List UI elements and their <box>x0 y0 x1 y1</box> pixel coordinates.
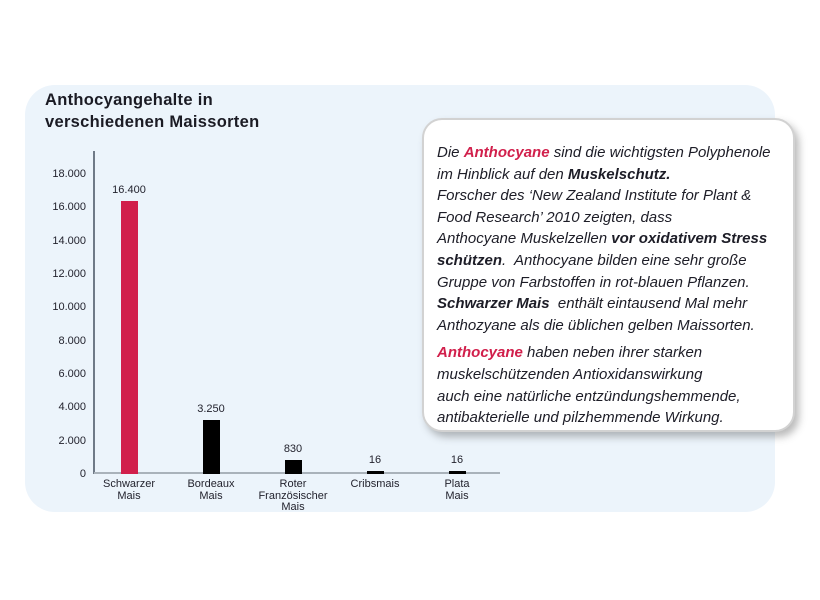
bar <box>121 201 138 474</box>
info-text: Anthocyane Muskelzellen <box>437 230 612 248</box>
info-bold-text: vor oxidativem Stress <box>611 230 768 248</box>
y-tick-label: 8.000 <box>58 334 86 347</box>
info-card <box>422 118 795 432</box>
bar <box>367 471 384 474</box>
y-tick-label: 6.000 <box>58 368 86 380</box>
info-line <box>437 272 783 294</box>
info-line <box>437 228 783 250</box>
bar-value-label: 830 <box>283 443 303 456</box>
info-paragraph <box>437 142 783 336</box>
y-tick-label: 16.000 <box>52 201 86 214</box>
info-text: antibakterielle und pilzhemmende Wirkung. <box>437 409 724 427</box>
y-axis-line <box>93 151 95 474</box>
y-tick-label: 12.000 <box>52 268 86 280</box>
bar-category-label: Cribsmais <box>350 478 400 490</box>
info-text: Forscher des ‘New Zealand Institute for Plant & <box>437 187 752 205</box>
info-line <box>437 386 783 408</box>
info-line <box>437 407 783 429</box>
info-line <box>437 293 783 315</box>
bar-category-label: Plata Mais <box>444 478 470 502</box>
info-line <box>437 164 783 186</box>
info-text: enthält eintausend Mal mehr <box>549 295 748 313</box>
bar-value-label: 16.400 <box>112 183 146 196</box>
info-bold-text: schützen <box>437 251 503 269</box>
info-text: Gruppe von Farbstoffen in rot-blauen Pflanzen. <box>437 273 750 291</box>
bar-value-label: 16 <box>368 454 382 466</box>
info-text: muskelschützenden Antioxidanswirkung <box>437 365 703 383</box>
info-highlight-text: Anthocyane <box>463 144 550 161</box>
y-tick-label: 18.000 <box>52 168 86 180</box>
info-bold-text: Schwarzer Mais <box>437 295 550 313</box>
bar-category-label: Schwarzer Mais <box>103 478 155 502</box>
bar <box>449 471 466 474</box>
bar-value-label: 3.250 <box>197 402 225 415</box>
y-tick-label: 4.000 <box>58 401 86 414</box>
info-highlight-text: Anthocyane <box>437 344 523 362</box>
info-paragraph <box>437 342 783 428</box>
info-line <box>437 142 783 164</box>
y-tick-label: 14.000 <box>52 234 86 247</box>
y-tick-label: 0 <box>79 468 86 480</box>
bar-category-label: Roter Französischer Mais <box>258 478 328 513</box>
info-text: . Anthocyane bilden eine sehr große <box>502 251 747 269</box>
info-line <box>437 250 783 272</box>
info-bold-text: Muskelschutz. <box>567 165 671 183</box>
info-card-content <box>437 142 783 429</box>
info-text: haben neben ihrer starken <box>522 344 703 362</box>
y-tick-label: 2.000 <box>58 434 86 447</box>
chart-title-line-2: verschiedenen Maissorten <box>45 112 260 131</box>
info-text: Food Research’ 2010 zeigten, dass <box>437 208 673 226</box>
info-text: sind die wichtigsten Polyphenole <box>549 144 771 161</box>
bar <box>203 420 220 474</box>
bar-category-label: Bordeaux Mais <box>187 478 235 502</box>
info-line <box>437 185 783 207</box>
info-line <box>437 207 783 229</box>
info-line <box>437 342 783 364</box>
chart-title-line-1: Anthocyangehalte in <box>45 91 213 109</box>
bar-value-label: 16 <box>450 454 464 466</box>
info-text: auch eine natürliche entzündungshemmende, <box>437 387 741 405</box>
info-text: Anthozyane als die üblichen gelben Maissorten. <box>437 316 755 334</box>
info-text: im Hinblick auf den <box>437 165 568 183</box>
info-text: Die <box>437 144 464 161</box>
info-line <box>437 315 783 337</box>
y-tick-label: 10.000 <box>52 301 86 314</box>
info-line <box>437 364 783 386</box>
bar <box>285 460 302 474</box>
